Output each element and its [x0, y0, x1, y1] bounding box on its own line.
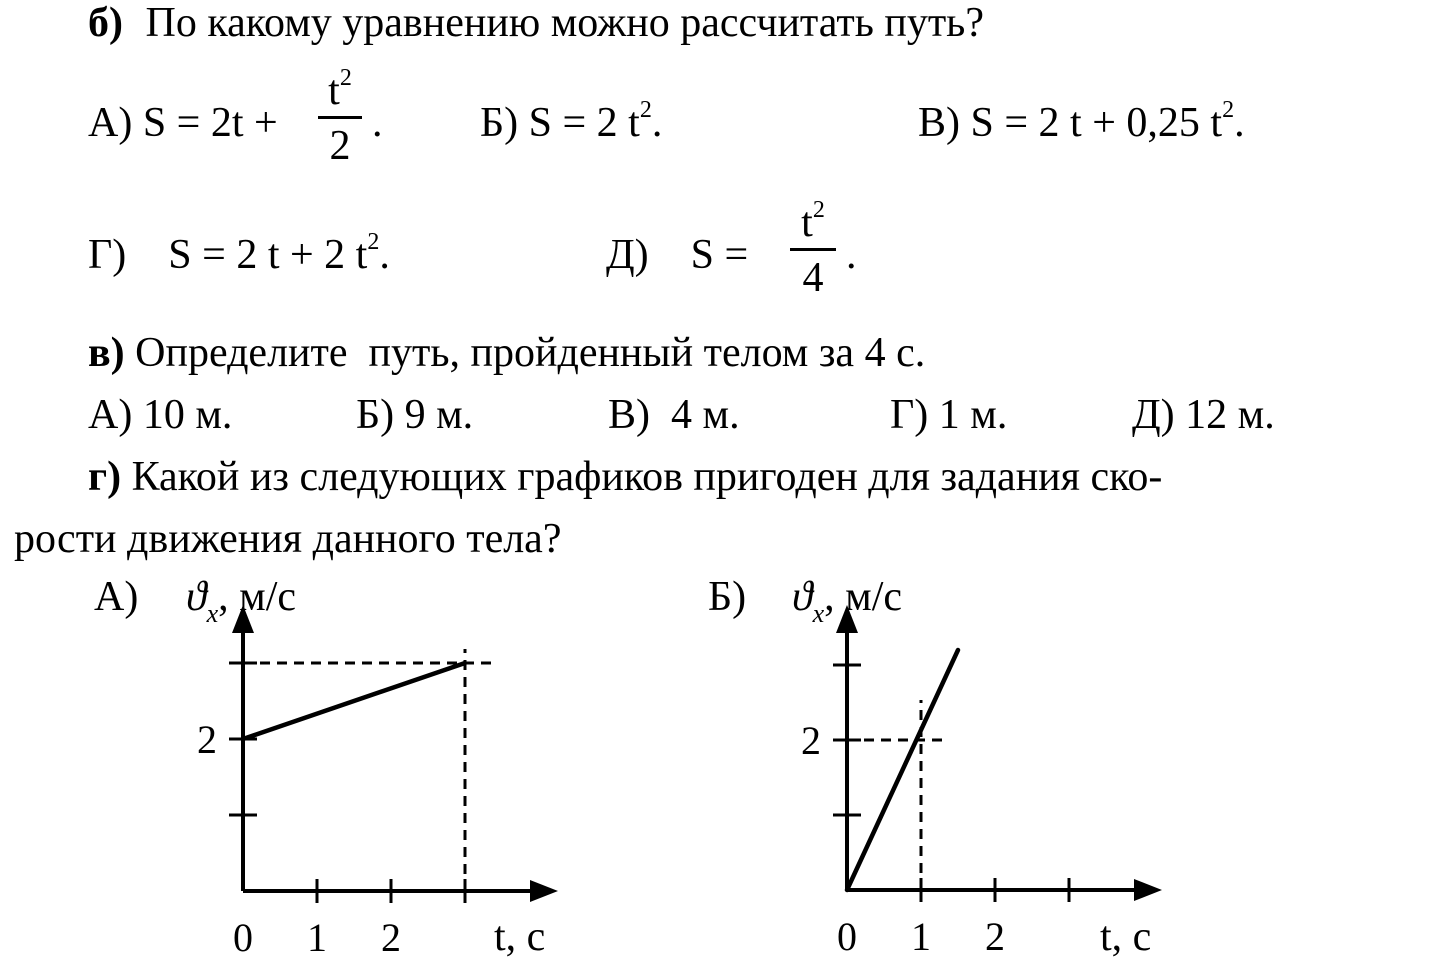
option-b-a-denominator: 2 [329, 123, 351, 169]
part-v-question [88, 332, 925, 374]
option-b-v [918, 97, 1245, 146]
graph-b-x-tick-label: 0 [837, 914, 857, 958]
graph-a-series-line [243, 663, 465, 739]
part-v-answer-a: А) 10 м. [88, 392, 233, 438]
graph-a-x-arrow [530, 880, 558, 902]
option-b-b-exponent: 2 [639, 97, 652, 123]
graph-b-axes [847, 626, 1142, 890]
part-v-answer-g: Г) 1 м. [890, 392, 1008, 438]
graph-a-x-tick-label: 0 [233, 915, 253, 958]
graph-b-ylabel [792, 574, 902, 628]
option-b-d-prefix: Д) S = [606, 232, 749, 278]
graph-a-x-tick-label: 1 [307, 915, 327, 958]
graph-b-label: Б) [708, 574, 747, 620]
option-b-g-exponent: 2 [367, 229, 380, 255]
part-g-question-line1: Какой из следующих графиков пригоден для задания ско- [131, 454, 1163, 500]
option-b-g-dot: . [379, 232, 390, 278]
graph-b-ylabel-unit: , м/с [824, 574, 903, 620]
part-b-question-text: По какому уравнению можно рассчитать путь? [145, 0, 984, 46]
part-g-marker: г) [88, 454, 122, 500]
option-b-a-dot: . [372, 100, 383, 146]
option-b-d-exponent: 2 [812, 197, 825, 223]
graph-a-ylabel [186, 574, 296, 628]
graph-a-xlabel: t, с [494, 914, 546, 958]
part-v-marker: в) [88, 330, 125, 376]
option-b-d-denominator: 4 [802, 255, 824, 301]
graph-a [80, 574, 640, 958]
option-b-v-text: В) S = 2 t + 0,25 t [918, 100, 1223, 146]
graph-b-plot [801, 650, 1069, 958]
part-v-answer-b: Б) 9 м. [356, 392, 474, 438]
part-v-answer-v: В) 4 м. [608, 392, 740, 438]
graph-b-x-arrow [1134, 879, 1162, 901]
graph-a-label: А) [94, 574, 139, 620]
part-v-question-text: Определите путь, пройденный телом за 4 с. [135, 330, 926, 376]
option-b-a-prefix: А) S = 2t + [88, 100, 278, 146]
part-g-question-line2: рости движения данного тела? [14, 516, 562, 562]
option-b-b [480, 97, 663, 146]
graph-a-ylabel-unit: , м/с [218, 574, 297, 620]
option-b-g [88, 229, 390, 278]
graph-b-ylabel-symbol: ϑ [792, 574, 813, 620]
option-b-v-dot: . [1234, 100, 1245, 146]
option-b-d-numerator: t [801, 200, 813, 246]
graph-a-ylabel-sub: x [206, 599, 219, 628]
fraction-bar [318, 116, 362, 119]
option-b-a-fraction [318, 65, 362, 169]
part-b-marker: б) [88, 0, 123, 46]
graph-b-x-tick-label: 2 [985, 914, 1005, 958]
part-b-question [88, 2, 984, 44]
graph-b-xlabel: t, с [1100, 914, 1152, 958]
part-v-answer-d: Д) 12 м. [1132, 392, 1275, 438]
graph-b-y-tick-label: 2 [801, 718, 821, 763]
part-g-question [88, 456, 1162, 498]
graph-a-ylabel-symbol: ϑ [186, 574, 207, 620]
option-b-d-dot: . [846, 232, 857, 278]
option-b-a-numerator: t [328, 68, 340, 114]
graph-a-x-tick-label: 2 [381, 915, 401, 958]
option-b-v-exponent: 2 [1222, 97, 1235, 123]
graph-a-y-tick-label: 2 [197, 717, 217, 762]
option-b-d-fraction [790, 197, 836, 301]
graph-a-axes [243, 626, 538, 891]
option-b-b-dot: . [651, 100, 663, 146]
graph-b-x-tick-label: 1 [911, 914, 931, 958]
graph-b [686, 574, 1246, 958]
option-b-a-exponent: 2 [339, 65, 352, 91]
fraction-bar [790, 248, 836, 251]
graph-b-ylabel-sub: x [812, 599, 825, 628]
option-b-g-text: Г) S = 2 t + 2 t [88, 232, 368, 278]
graph-b-series-line [847, 650, 958, 890]
option-b-b-text: Б) S = 2 t [480, 100, 640, 146]
